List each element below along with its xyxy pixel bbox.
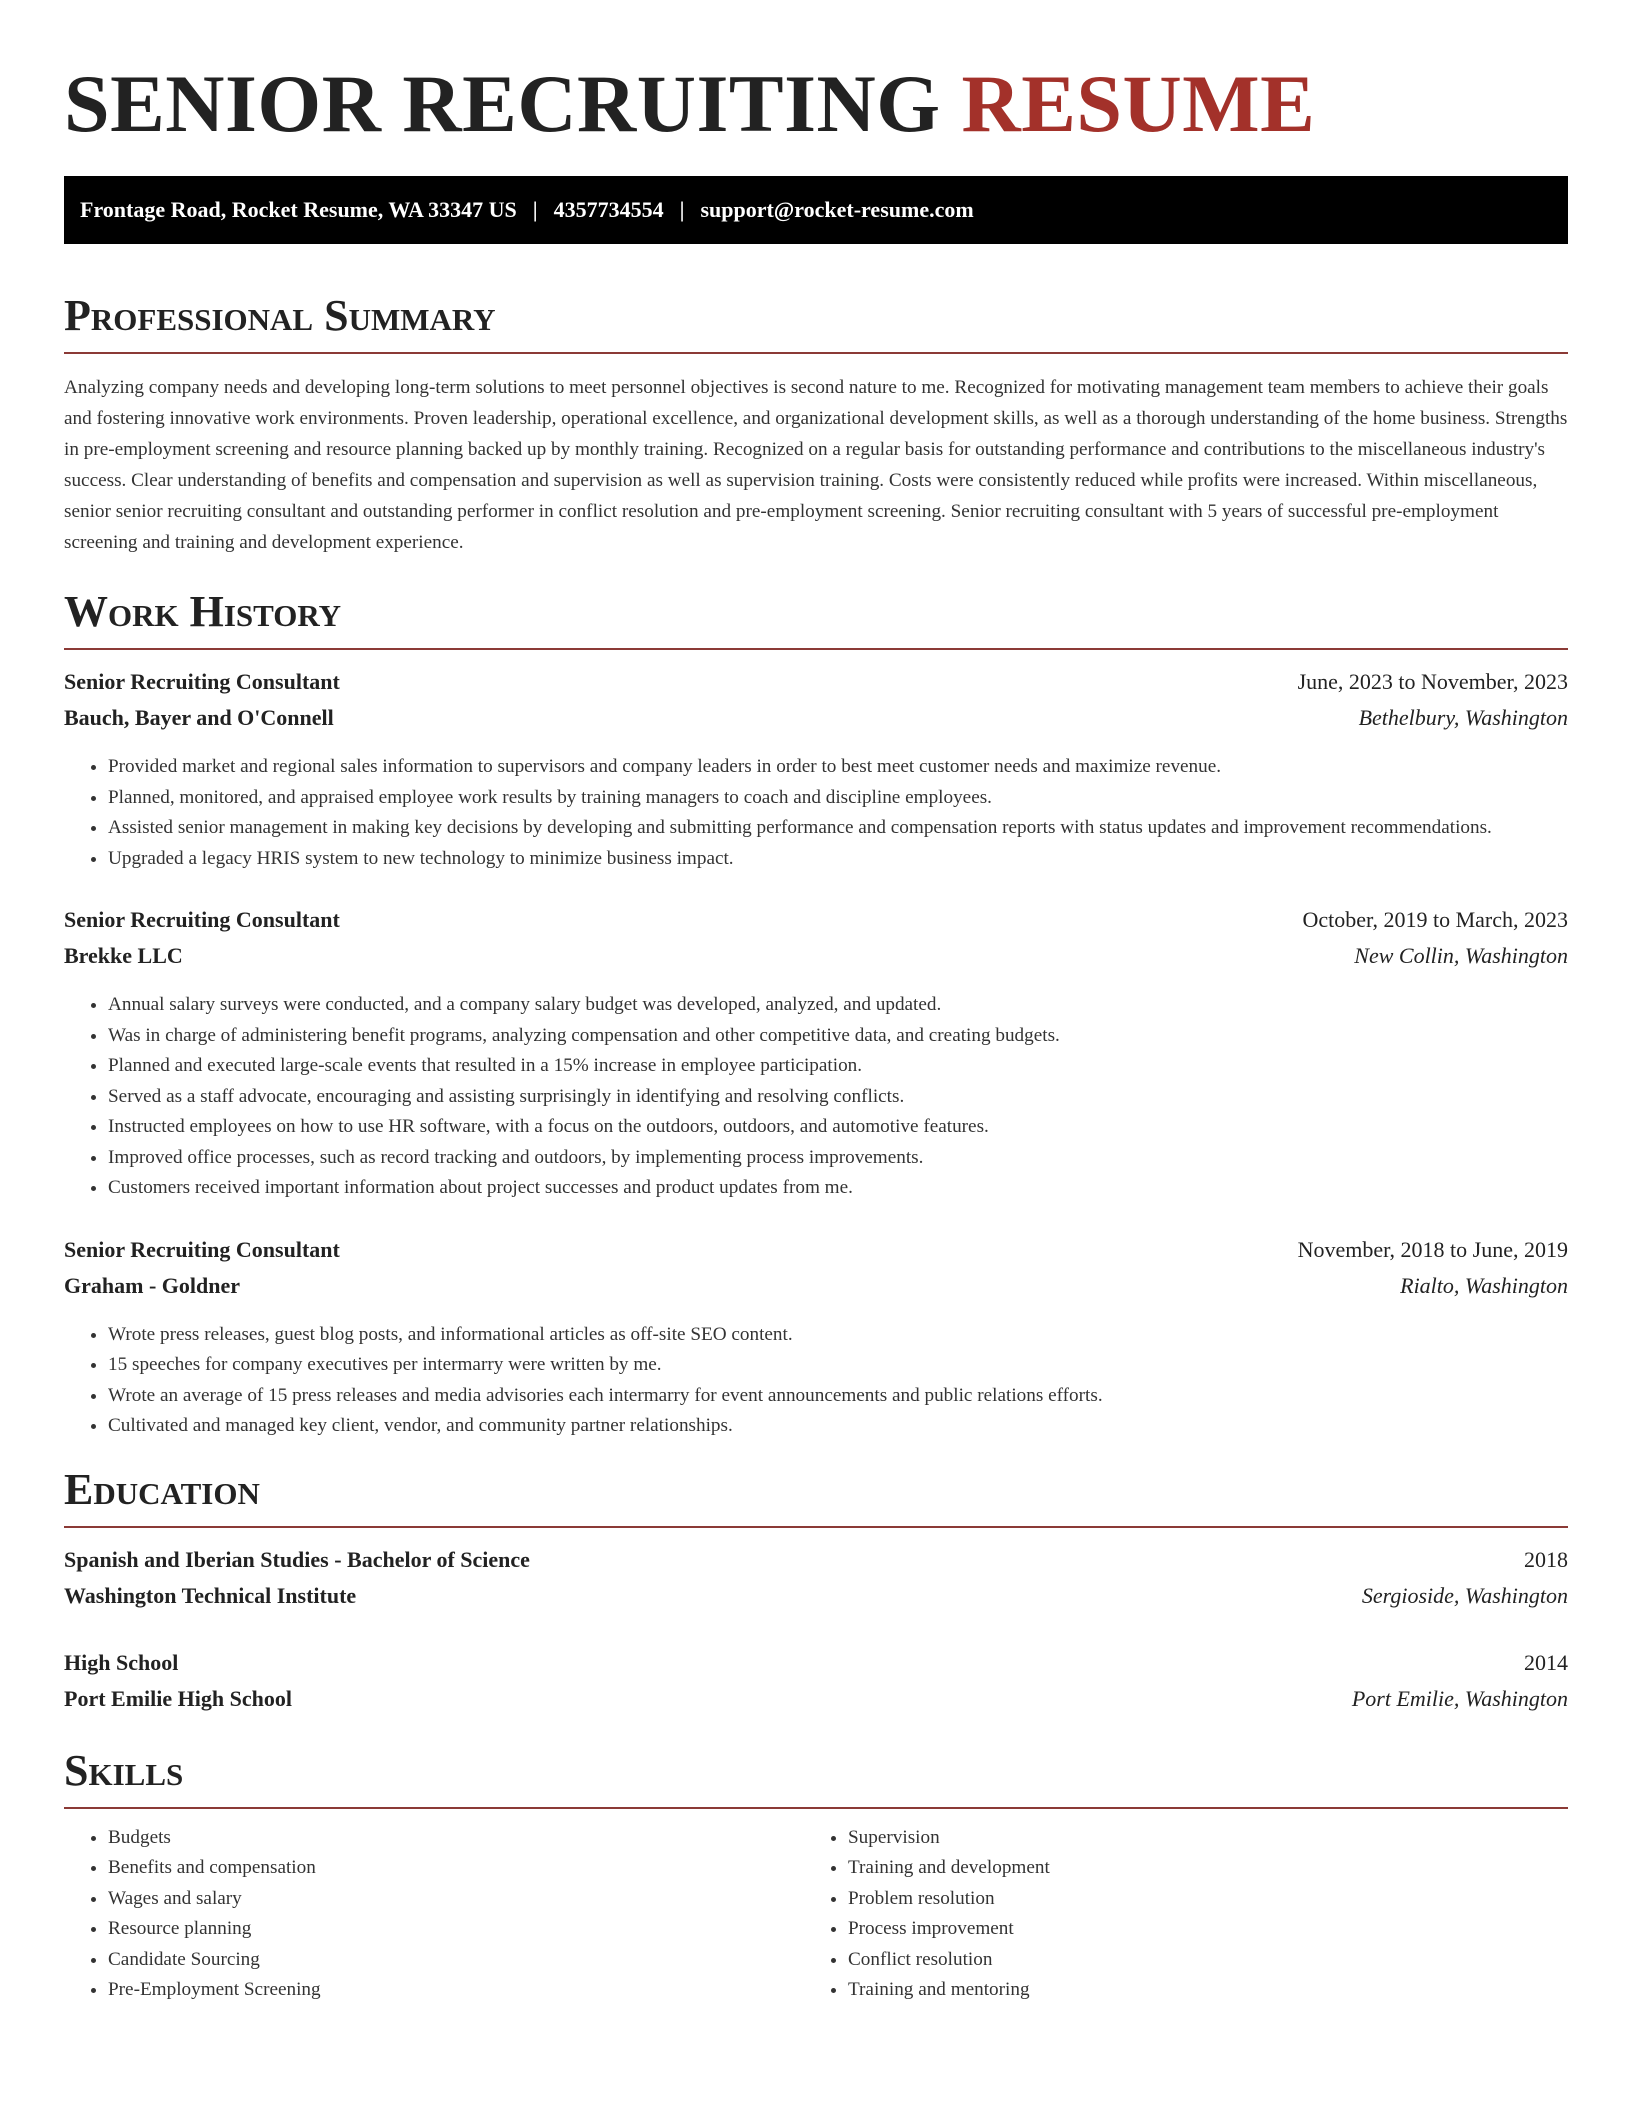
- summary-section: [64, 288, 1568, 558]
- job-title: Senior Recruiting Consultant: [64, 669, 340, 694]
- education-location: Port Emilie, Washington: [1351, 1685, 1568, 1711]
- job-bullet: • Provided market and regional sales information to supervisors and company leaders in order to best meet customer needs and maximize revenue.: [108, 752, 1568, 783]
- education-entry: [64, 1645, 1568, 1717]
- job-company: Bauch, Bayer and O'Connell: [64, 705, 334, 730]
- section-divider: [64, 648, 1568, 650]
- section-divider: [64, 1526, 1568, 1528]
- resume-title-accent: RESUME: [961, 58, 1316, 149]
- skills-section: [64, 1743, 1568, 2006]
- job-bullet: • Served as a staff advocate, encouraging and assisting surprisingly in identifying and resolving conflicts.: [108, 1082, 1568, 1113]
- education-section: [64, 1462, 1568, 1717]
- job-entry: [64, 1232, 1568, 1442]
- job-entry: [64, 664, 1568, 874]
- job-header-row: [64, 902, 1568, 938]
- job-bullet: • Planned, monitored, and appraised employee work results by training managers to coach and discipline employees.: [108, 783, 1568, 814]
- job-company: Brekke LLC: [64, 943, 183, 968]
- skill-item: • Training and development: [848, 1853, 1544, 1884]
- skills-list-left: [64, 1823, 804, 2006]
- job-entry: [64, 902, 1568, 1204]
- job-bullet: • Improved office processes, such as record tracking and outdoors, by implementing process improvements.: [108, 1143, 1568, 1174]
- resume-title: [64, 0, 1568, 150]
- job-company: Graham - Goldner: [64, 1272, 240, 1298]
- contact-separator: |: [679, 197, 685, 222]
- skills-list-right: [804, 1823, 1544, 2006]
- skill-item: • Resource planning: [108, 1914, 804, 1945]
- resume-title-main: SENIOR RECRUITING: [64, 58, 941, 149]
- job-location: Bethelbury, Washington: [1358, 705, 1568, 730]
- job-bullet: • Wrote an average of 15 press releases and media advisories each intermarry for event announcements and public relations efforts.: [108, 1381, 1568, 1412]
- skills-grid: [64, 1823, 1568, 2006]
- education-entry: [64, 1542, 1568, 1614]
- education-school-row: [64, 1681, 1568, 1717]
- job-header-row: [64, 664, 1568, 700]
- job-bullet: • 15 speeches for company executives per intermarry were written by me.: [108, 1350, 1568, 1381]
- job-bullet: • Customers received important information about project successes and product updates from me.: [108, 1173, 1568, 1204]
- job-bullet: • Instructed employees on how to use HR software, with a focus on the outdoors, outdoors, and automotive features.: [108, 1112, 1568, 1143]
- education-school-row: [64, 1578, 1568, 1614]
- job-dates: June, 2023 to November, 2023: [1297, 669, 1568, 694]
- job-bullet: • Upgraded a legacy HRIS system to new technology to minimize business impact.: [108, 844, 1568, 875]
- skill-item: • Process improvement: [848, 1914, 1544, 1945]
- job-bullet: • Annual salary surveys were conducted, and a company salary budget was developed, analyzed, and updated.: [108, 990, 1568, 1021]
- work-history-heading: Work History: [64, 587, 342, 636]
- job-bullet: • Was in charge of administering benefit programs, analyzing compensation and other competitive data, and creating budgets.: [108, 1021, 1568, 1052]
- resume-page: [64, 0, 1568, 2006]
- job-bullet: • Wrote press releases, guest blog posts, and informational articles as off-site SEO content.: [108, 1320, 1568, 1351]
- skill-item: • Benefits and compensation: [108, 1853, 804, 1884]
- skill-item: • Problem resolution: [848, 1884, 1544, 1915]
- education-year: 2018: [1524, 1546, 1568, 1572]
- skill-item: • Candidate Sourcing: [108, 1945, 804, 1976]
- job-header-row: [64, 1232, 1568, 1268]
- education-header-row: [64, 1542, 1568, 1578]
- education-school: Washington Technical Institute: [64, 1582, 357, 1608]
- job-bullets: [64, 990, 1568, 1204]
- job-company-row: [64, 1268, 1568, 1304]
- skill-item: • Conflict resolution: [848, 1945, 1544, 1976]
- contact-address: Frontage Road, Rocket Resume, WA 33347 US: [80, 197, 517, 222]
- education-header-row: [64, 1645, 1568, 1681]
- education-year: 2014: [1524, 1649, 1568, 1675]
- contact-email: support@rocket-resume.com: [700, 197, 974, 222]
- education-degree: Spanish and Iberian Studies - Bachelor of Science: [64, 1546, 530, 1572]
- job-bullet: • Assisted senior management in making key decisions by developing and submitting performance and compensation reports with status updates and improvement recommendations.: [108, 813, 1568, 844]
- contact-bar: [64, 176, 1568, 244]
- job-bullet: • Cultivated and managed key client, vendor, and community partner relationships.: [108, 1411, 1568, 1442]
- skills-heading: Skills: [64, 1745, 184, 1795]
- education-degree: High School: [64, 1649, 179, 1675]
- education-heading: Education: [64, 1464, 260, 1514]
- job-dates: November, 2018 to June, 2019: [1297, 1236, 1568, 1262]
- job-title: Senior Recruiting Consultant: [64, 1236, 340, 1262]
- section-divider: [64, 352, 1568, 354]
- skill-item: • Training and mentoring: [848, 1975, 1544, 2006]
- job-bullet: • Planned and executed large-scale events that resulted in a 15% increase in employee participation.: [108, 1051, 1568, 1082]
- job-title: Senior Recruiting Consultant: [64, 907, 340, 932]
- education-school: Port Emilie High School: [64, 1685, 292, 1711]
- skill-item: • Pre-Employment Screening: [108, 1975, 804, 2006]
- education-location: Sergioside, Washington: [1361, 1582, 1568, 1608]
- section-divider: [64, 1807, 1568, 1809]
- job-dates: October, 2019 to March, 2023: [1302, 907, 1568, 932]
- contact-separator: |: [532, 197, 538, 222]
- contact-phone: 4357734554: [553, 197, 664, 222]
- job-company-row: [64, 700, 1568, 736]
- skill-item: • Supervision: [848, 1823, 1544, 1854]
- work-history-section: [64, 584, 1568, 1442]
- job-location: Rialto, Washington: [1400, 1272, 1568, 1298]
- job-bullets: [64, 1320, 1568, 1442]
- summary-heading: Professional Summary: [64, 291, 496, 340]
- skill-item: • Budgets: [108, 1823, 804, 1854]
- summary-text: Analyzing company needs and developing long-term solutions to meet personnel objectives is second nature to me. Recognized for motivating management team members to achieve their goals and fostering innovative work environments. Proven leadership, operational excellence, and organizational development skills, as well as a thorough understanding of the home business. Strengths in pre-employment screening and resource planning backed up by monthly training. Recognized on a regular basis for outstanding performance and contributions to the miscellaneous industry's success. Clear understanding of benefits and compensation and supervision as well as supervision training. Costs were consistently reduced while profits were increased. Within miscellaneous, senior senior recruiting consultant and outstanding performer in conflict resolution and pre-employment screening. Senior recruiting consultant with 5 years of successful pre-employment screening and training and development experience.: [64, 377, 1568, 553]
- skill-item: • Wages and salary: [108, 1884, 804, 1915]
- job-company-row: [64, 938, 1568, 974]
- job-bullets: [64, 752, 1568, 874]
- job-location: New Collin, Washington: [1354, 943, 1568, 968]
